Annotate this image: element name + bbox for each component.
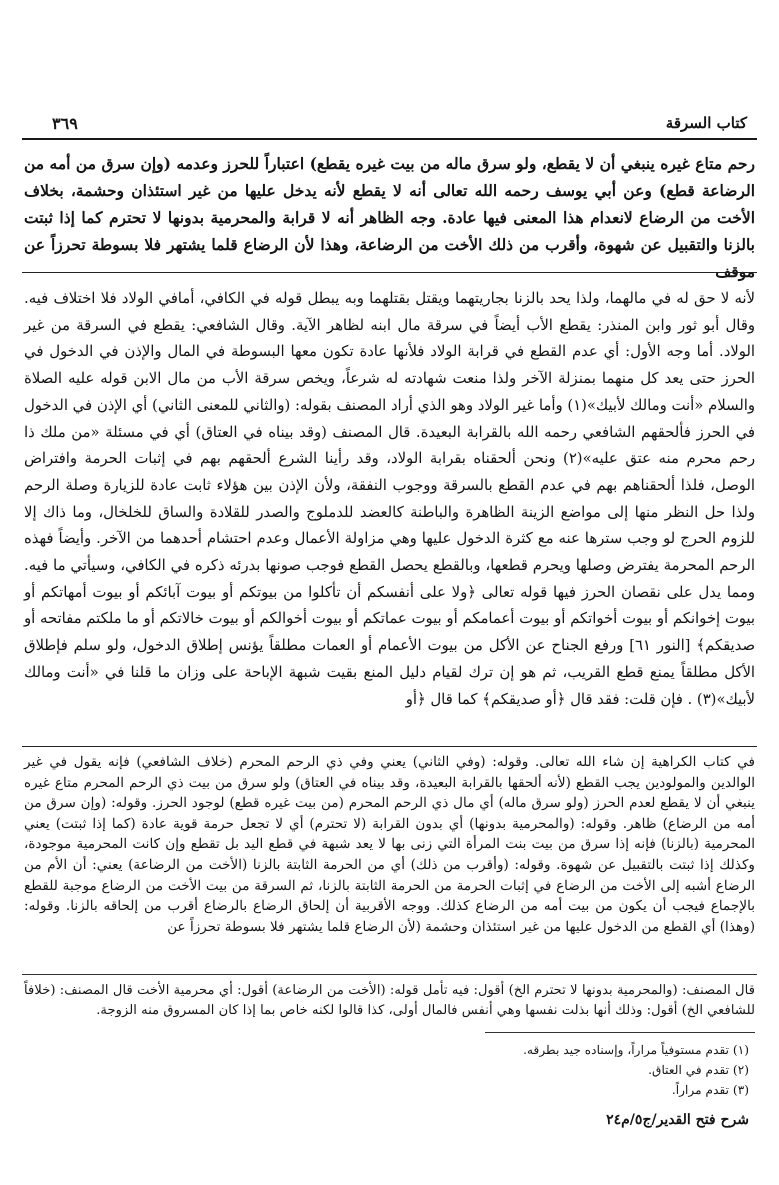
page-number: ٣٦٩	[52, 114, 78, 133]
gloss-inaya	[24, 752, 755, 937]
footnote-2: (٢) تقدم في العتاق.	[648, 1063, 749, 1077]
gloss-saadi	[24, 981, 755, 1021]
page-header	[22, 108, 757, 138]
main-paragraph: رحم متاع غيره ينبغي أن لا يقطع، ولو سرق ماله من بيت غيره يقطع) اعتباراً للحرز وعدمه (وإن سرق من أمه من الرضاعة قطع) وعن أبي يوسف رحمه الله تعالى أنه لا يقطع لأنه يدخل عليها من غير استئذان وحشمة، بخلاف الأخت من الرضاع لانعدام هذا المعنى فيها عادة. وجه الظاهر أنه لا قرابة والمحرمية بدونها لا تحترم كما إذا ثبتت بالزنا والتقبيل عن شهوة، وأقرب من ذلك الأخت من الرضاعة، وهذا لأن الرضاع قلما يشتهر فلا بسوطة تحرزاً عن موقف	[24, 154, 755, 281]
footnote-3: (٣) تقدم مراراً.	[671, 1083, 749, 1097]
book-title: كتاب السرقة	[665, 114, 747, 132]
footnote-1: (١) تقدم مستوفياً مراراً، وإسناده جيد بطرقه.	[523, 1043, 749, 1057]
gloss-b-paragraph: قال المصنف: (والمحرمية بدونها لا تحترم الخ) أقول: فيه تأمل قوله: (الأخت من الرضاعة) أقول: أي محرمية الأخت قال المصنف: (خلافاً للشافعي الخ) أقول: وذلك أنها بذلت نفسها وهي أنفس فالمال أولى، كذا قالوا لكنه خاص بما إذا كان المسروق منه الزوجة.	[24, 983, 755, 1018]
main-text	[24, 150, 755, 285]
commentary	[24, 286, 755, 713]
commentary-paragraph: لأنه لا حق له في مالهما، ولذا يحد بالزنا بجاريتهما ويقتل بقتلهما وبه يبطل قوله في الكافي، أمافي الولاد فلا اختلاف فيه. وقال أبو ثور وابن المنذر: يقطع الأب أيضاً في سرقة مال ابنه لظاهر الآية. وقال الشافعي: يقطع في السرقة من غير الولاد. أما وجه الأول: أي عدم القطع في قرابة الولاد فلأنها عادة تكون معها البسوطة في المال والإذن في الدخول في الحرز حتى يعد كل منهما بمنزلة الآخر ولذا منعت شهادته له شرعاً، ويخص سرقة الأب من مال الابن قوله عليه الصلاة والسلام «أنت ومالك لأبيك»(١) وأما غير الولاد وهو الذي أراد المصنف بقوله: (والثاني للمعنى الثاني) أي الإذن في الدخول في الحرز فألحقهم الشافعي رحمه الله بالقرابة البعيدة. قال المصنف (وقد بيناه في العتاق) أي في مسئلة «من ملك ذا رحم محرم منه عتق عليه»(٢) ونحن ألحقناه بقرابة الولاد، وقد رأينا الشرع ألحقهم بهم في إثبات الحرمة وافتراض الوصل، فلذا ألحقناهم بهم في عدم القطع بالسرقة ووجوب النفقة، ولأن الإذن بين هؤلاء ثابت عادة للزيارة وصلة الرحم ولذا حل النظر منها إلى مواضع الزينة الظاهرة والباطنة كالعضد للدملوج والصدر للقلادة والساق للخلخال، وما ذاك إلا للزوم الحرج لو وجب سترها عنه مع كثرة الدخول عليها وهي مزاولة الأعمال وعدم احتشام أحدهما من الآخر. وأيضاً فهذه الرحم المحرمة يفترض وصلها ويحرم قطعها، وبالقطع يحصل القطع فوجب صونها بدرئه ذكره في الكافي، وسيأتي ما فيه. ومما يدل على نقصان الحرز فيها قوله تعالى ﴿ولا على أنفسكم أن تأكلوا من بيوتكم أو بيوت آبائكم أو بيوت أمهاتكم أو بيوت إخوانكم أو بيوت أخواتكم أو بيوت أعمامكم أو بيوت عماتكم أو بيوت أخوالكم أو بيوت خالاتكم أو ما ملكتم مفاتحه أو صديقكم﴾ [النور ٦١] ورفع الجناح عن الأكل من بيوت الأعمام أو العمات مطلقاً يؤنس إطلاق الدخول، ولو سلم فإطلاق الأكل مطلقاً يمنع قطع القريب، ثم هو إن ترك لقيام دليل المنع بقيت شبهة الإباحة على وزان ما قلنا في «أنت ومالك لأبيك»(٣) . فإن قلت: فقد قال ﴿أو صديقكم﴾ كما قال ﴿أو	[24, 290, 756, 708]
gloss-separator	[22, 974, 757, 975]
footnote-separator	[485, 1032, 755, 1033]
gloss-a-paragraph: في كتاب الكراهية إن شاء الله تعالى. وقوله: (وفي الثاني) يعني وفي ذي الرحم المحرم (خلاف الشافعي) فإنه يقول في غير الوالدين والمولودين يجب القطع (لأنه ألحقها بالقرابة البعيدة، وقد بيناه في العتاق) ولو سرق من بيت ذي الرحم المحرم متاع غيره ينبغي أن لا يقطع لعدم الحرز (ولو سرق ماله) أي مال ذي الرحم المحرم (من بيت غيره قطع) لوجود الحرز. وقوله: (وإن سرق من أمه من الرضاع) ظاهر. وقوله: (والمحرمية بدونها) أي بدون القرابة (لا تحترم) أي لا تجعل حرمة قوية عادة (كما إذا ثبتت) يعني المحرمية (بالزنا) فإنه إذا سرق من بيت بنت المرأة التي زنى بها لا يعد شبهة في قطع اليد بل تقطع وإن كانت المحرمية موجودة، وكذلك إذا ثبتت بالتقبيل عن شهوة. وقوله: (وأقرب من ذلك) أي من الحرمة الثابتة بالزنا (الأخت من الرضاعة) يعني: أن الأم من الرضاع أشبه إلى الأخت من الرضاع في إثبات الحرمة من الحرمة الثابتة بالزنا، ثم السرقة من بيت الأخت من الرضاع موجبة للقطع بالإجماع فيجب أن يكون من بيت أمه من الرضاع كذلك. ووجه الأقربية أن إلحاق الرضاع بالرضاع أقرب من إلحاقه بالزنا. وقوله: (وهذا) أي القطع من الدخول عليها من غير استئذان وحشمة (لأن الرضاع قلما يشتهر فلا بسوطة تحرزاً عن	[24, 754, 755, 935]
footnotes	[329, 1040, 749, 1100]
commentary-separator	[22, 746, 757, 747]
header-rule	[22, 138, 757, 140]
main-separator	[22, 272, 757, 273]
page-footer: شرح فتح القدير/ج٥/م٢٤	[606, 1112, 749, 1128]
